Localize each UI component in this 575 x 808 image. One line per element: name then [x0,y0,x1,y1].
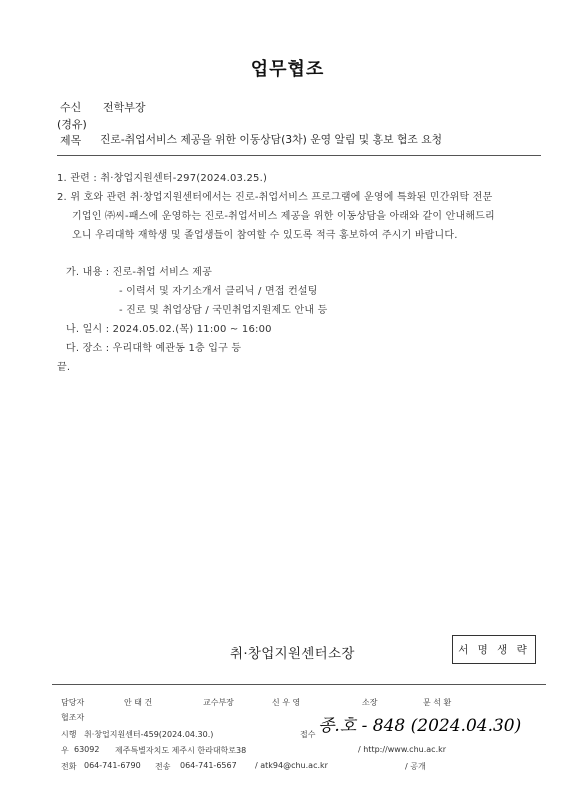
phone-number: 064-741-6790 [84,761,141,770]
footer-divider [52,684,546,685]
website-link[interactable]: / http://www.chu.ac.kr [358,745,447,754]
subject-value: 진로-취업서비스 제공을 위한 이동상담(3차) 운영 알림 및 홍보 협조 요청 [100,133,443,146]
approver-name-director: 문 석 환 [423,698,452,707]
email-link[interactable]: / atk94@chu.ac.kr [255,761,328,770]
doc-enforce-label: 시행 [61,730,77,739]
item-location: 다. 장소 : 우리대학 예관동 1층 입구 등 [66,343,242,354]
related-reference: 1. 관련 : 취·창업지원센터-297(2024.03.25.) [57,173,268,184]
disclosure-status: / 공개 [405,762,426,771]
signature-omitted-stamp: 서 명 생 략 [452,635,536,664]
receipt-label: 접수 [300,730,316,739]
approver-label-staff: 담당자 [61,698,85,707]
body-paragraph-line-1: 2. 위 호와 관련 취·창업지원센터에서는 진로-취업서비스 프로그램에 운영에 특화된 민간위탁 전문 [57,192,493,203]
body-paragraph-line-2: 기업인 ㈜씨-패스에 운영하는 진로-취업서비스 제공을 위한 이동상담을 아래와 같이 안내해드리 [72,211,495,222]
recipient-label: 수신 [60,101,82,114]
sender-title: 취·창업지원센터소장 [230,646,355,662]
document-title: 업무협조 [250,59,325,80]
doc-number: 취·창업지원센터-459(2024.04.30.) [84,730,214,739]
item-content-sub-2: - 진로 및 취업상담 / 국민취업지원제도 안내 등 [119,305,328,316]
end-mark: 끝. [57,362,71,373]
cooperator-label: 협조자 [61,713,85,722]
fax-label: 전송 [155,762,171,771]
recipient-value: 전학부장 [103,101,146,114]
approver-label-director: 소장 [362,698,378,707]
fax-number: 064-741-6567 [180,761,237,770]
header-divider [57,155,541,156]
item-content-sub-1: - 이력서 및 자기소개서 클리닉 / 면접 컨설팅 [119,286,318,297]
subject-label: 제목 [60,134,82,147]
address: 제주특별자치도 제주시 한라대학로38 [115,746,247,755]
receipt-handwritten-text: 종.호 - 848 (2024.04.30) [318,716,522,736]
postal-code: 63092 [74,745,100,754]
approver-label-dean: 교수부장 [203,698,234,707]
body-paragraph-line-3: 오니 우리대학 재학생 및 졸업생들이 참여할 수 있도록 적극 홍보하여 주시기 바랍니다. [72,230,458,241]
via-label: (경유) [57,118,87,131]
receipt-handwritten-number [316,709,522,737]
item-content: 가. 내용 : 진로-취업 서비스 제공 [66,267,212,278]
phone-label: 전화 [61,762,77,771]
approver-name-staff: 안 태 건 [124,698,153,707]
item-datetime: 나. 일시 : 2024.05.02.(목) 11:00 ~ 16:00 [66,324,272,335]
approver-name-dean: 신 우 영 [272,698,301,707]
postal-label: 우 [61,746,69,755]
